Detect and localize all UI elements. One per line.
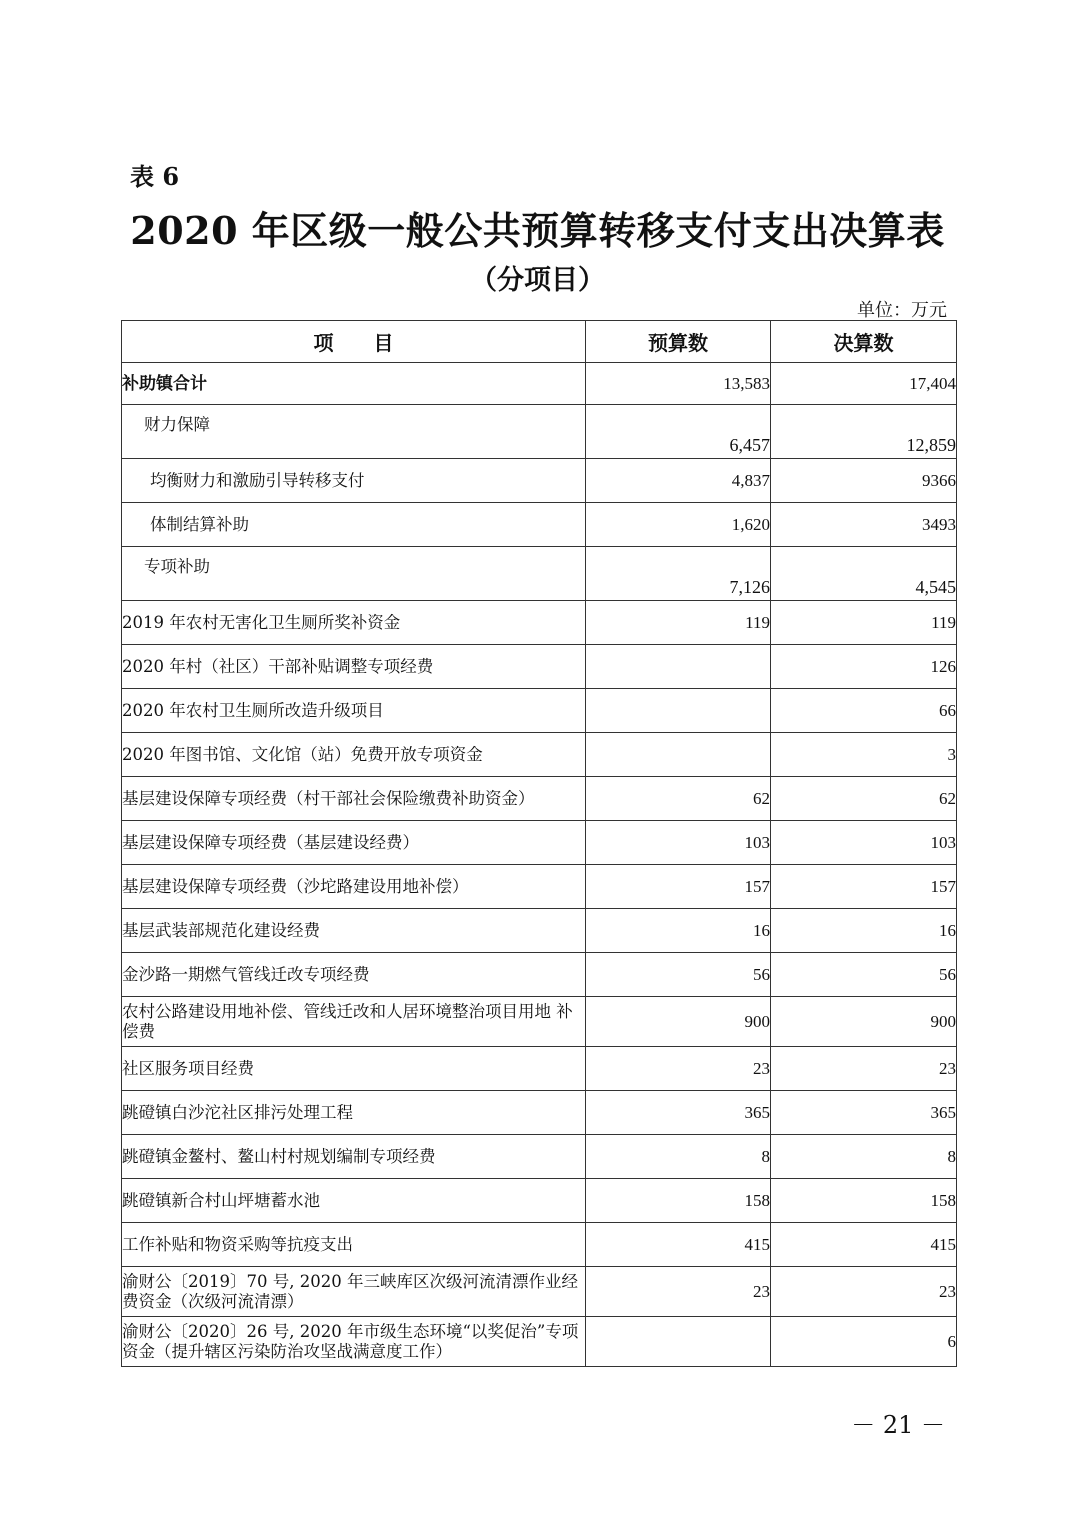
row-name: 2020 年农村卫生厕所改造升级项目 bbox=[122, 689, 586, 733]
row-budget-value bbox=[586, 733, 771, 777]
row-budget-value: 158 bbox=[586, 1179, 771, 1223]
table-row bbox=[122, 459, 957, 503]
row-final-value: 12,859 bbox=[771, 405, 957, 459]
row-final-value: 16 bbox=[771, 909, 957, 953]
row-final-value: 23 bbox=[771, 1047, 957, 1091]
row-final-value: 103 bbox=[771, 821, 957, 865]
row-budget-value bbox=[586, 689, 771, 733]
table-row bbox=[122, 953, 957, 997]
row-name: 2019 年农村无害化卫生厕所奖补资金 bbox=[122, 601, 586, 645]
row-name: 2020 年村（社区）干部补贴调整专项经费 bbox=[122, 645, 586, 689]
row-budget-value: 157 bbox=[586, 865, 771, 909]
row-budget-value: 119 bbox=[586, 601, 771, 645]
row-budget-value: 365 bbox=[586, 1091, 771, 1135]
row-budget-value: 415 bbox=[586, 1223, 771, 1267]
table-row bbox=[122, 689, 957, 733]
row-name: 补助镇合计 bbox=[122, 363, 586, 405]
row-name: 基层建设保障专项经费（村干部社会保险缴费补助资金） bbox=[122, 777, 586, 821]
row-final-value: 23 bbox=[771, 1267, 957, 1317]
row-final-value: 17,404 bbox=[771, 363, 957, 405]
row-name: 农村公路建设用地补偿、管线迁改和人居环境整治项目用地 补偿费 bbox=[122, 997, 586, 1047]
page-title: 2020 年区级一般公共预算转移支付支出决算表 bbox=[130, 208, 945, 253]
row-name: 金沙路一期燃气管线迁改专项经费 bbox=[122, 953, 586, 997]
table-row bbox=[122, 547, 957, 601]
row-name: 均衡财力和激励引导转移支付 bbox=[122, 459, 586, 503]
row-final-value: 9366 bbox=[771, 459, 957, 503]
row-final-value: 119 bbox=[771, 601, 957, 645]
row-final-value: 6 bbox=[771, 1317, 957, 1367]
table-row bbox=[122, 645, 957, 689]
row-name: 基层建设保障专项经费（基层建设经费） bbox=[122, 821, 586, 865]
table-row bbox=[122, 733, 957, 777]
table-row bbox=[122, 1223, 957, 1267]
column-header-item: 项 目 bbox=[122, 321, 586, 363]
row-name: 跳磴镇白沙沱社区排污处理工程 bbox=[122, 1091, 586, 1135]
table-row bbox=[122, 777, 957, 821]
page-number: － 21 － bbox=[851, 1411, 945, 1439]
row-budget-value bbox=[586, 1317, 771, 1367]
row-name: 基层武装部规范化建设经费 bbox=[122, 909, 586, 953]
row-budget-value: 8 bbox=[586, 1135, 771, 1179]
row-final-value: 365 bbox=[771, 1091, 957, 1135]
table-row bbox=[122, 405, 957, 459]
row-final-value: 8 bbox=[771, 1135, 957, 1179]
row-name: 财力保障 bbox=[122, 405, 586, 459]
row-budget-value: 6,457 bbox=[586, 405, 771, 459]
unit-label: 单位：万元 bbox=[857, 300, 947, 321]
page-subtitle: （分项目） bbox=[470, 265, 605, 296]
row-final-value: 56 bbox=[771, 953, 957, 997]
column-header-final: 决算数 bbox=[771, 321, 957, 363]
table-row bbox=[122, 1135, 957, 1179]
row-budget-value: 103 bbox=[586, 821, 771, 865]
row-budget-value: 62 bbox=[586, 777, 771, 821]
table-row bbox=[122, 1091, 957, 1135]
row-final-value: 126 bbox=[771, 645, 957, 689]
row-name: 2020 年图书馆、文化馆（站）免费开放专项资金 bbox=[122, 733, 586, 777]
row-name: 社区服务项目经费 bbox=[122, 1047, 586, 1091]
table-row-total bbox=[122, 363, 957, 405]
row-final-value: 157 bbox=[771, 865, 957, 909]
table-row bbox=[122, 865, 957, 909]
row-final-value: 900 bbox=[771, 997, 957, 1047]
row-budget-value: 4,837 bbox=[586, 459, 771, 503]
row-budget-value: 7,126 bbox=[586, 547, 771, 601]
table-row bbox=[122, 997, 957, 1047]
row-budget-value: 23 bbox=[586, 1047, 771, 1091]
row-budget-value: 1,620 bbox=[586, 503, 771, 547]
table-row bbox=[122, 821, 957, 865]
row-budget-value: 900 bbox=[586, 997, 771, 1047]
table-row bbox=[122, 1179, 957, 1223]
table-header-row bbox=[122, 321, 957, 363]
row-final-value: 415 bbox=[771, 1223, 957, 1267]
row-name: 基层建设保障专项经费（沙坨路建设用地补偿） bbox=[122, 865, 586, 909]
row-name: 跳磴镇金鳌村、鳌山村村规划编制专项经费 bbox=[122, 1135, 586, 1179]
row-name: 跳磴镇新合村山坪塘蓄水池 bbox=[122, 1179, 586, 1223]
column-header-budget: 预算数 bbox=[586, 321, 771, 363]
row-name: 渝财公〔2019〕70 号, 2020 年三峡库区次级河流清漂作业经费资金（次级河流清漂） bbox=[122, 1267, 586, 1317]
table-row bbox=[122, 601, 957, 645]
row-name: 渝财公〔2020〕26 号, 2020 年市级生态环境“以奖促治”专项资金（提升辖区污染防治攻坚战满意度工作） bbox=[122, 1317, 586, 1367]
table-row bbox=[122, 503, 957, 547]
row-final-value: 4,545 bbox=[771, 547, 957, 601]
row-name: 体制结算补助 bbox=[122, 503, 586, 547]
row-budget-value: 13,583 bbox=[586, 363, 771, 405]
row-final-value: 62 bbox=[771, 777, 957, 821]
row-budget-value: 16 bbox=[586, 909, 771, 953]
row-budget-value: 23 bbox=[586, 1267, 771, 1317]
row-budget-value bbox=[586, 645, 771, 689]
row-final-value: 66 bbox=[771, 689, 957, 733]
row-budget-value: 56 bbox=[586, 953, 771, 997]
table-row bbox=[122, 1047, 957, 1091]
row-name: 工作补贴和物资采购等抗疫支出 bbox=[122, 1223, 586, 1267]
row-final-value: 3493 bbox=[771, 503, 957, 547]
row-final-value: 3 bbox=[771, 733, 957, 777]
row-final-value: 158 bbox=[771, 1179, 957, 1223]
row-name: 专项补助 bbox=[122, 547, 586, 601]
table-label: 表 6 bbox=[130, 162, 180, 191]
table-row bbox=[122, 1317, 957, 1367]
table-row bbox=[122, 1267, 957, 1317]
budget-table bbox=[121, 320, 957, 1367]
table-row bbox=[122, 909, 957, 953]
